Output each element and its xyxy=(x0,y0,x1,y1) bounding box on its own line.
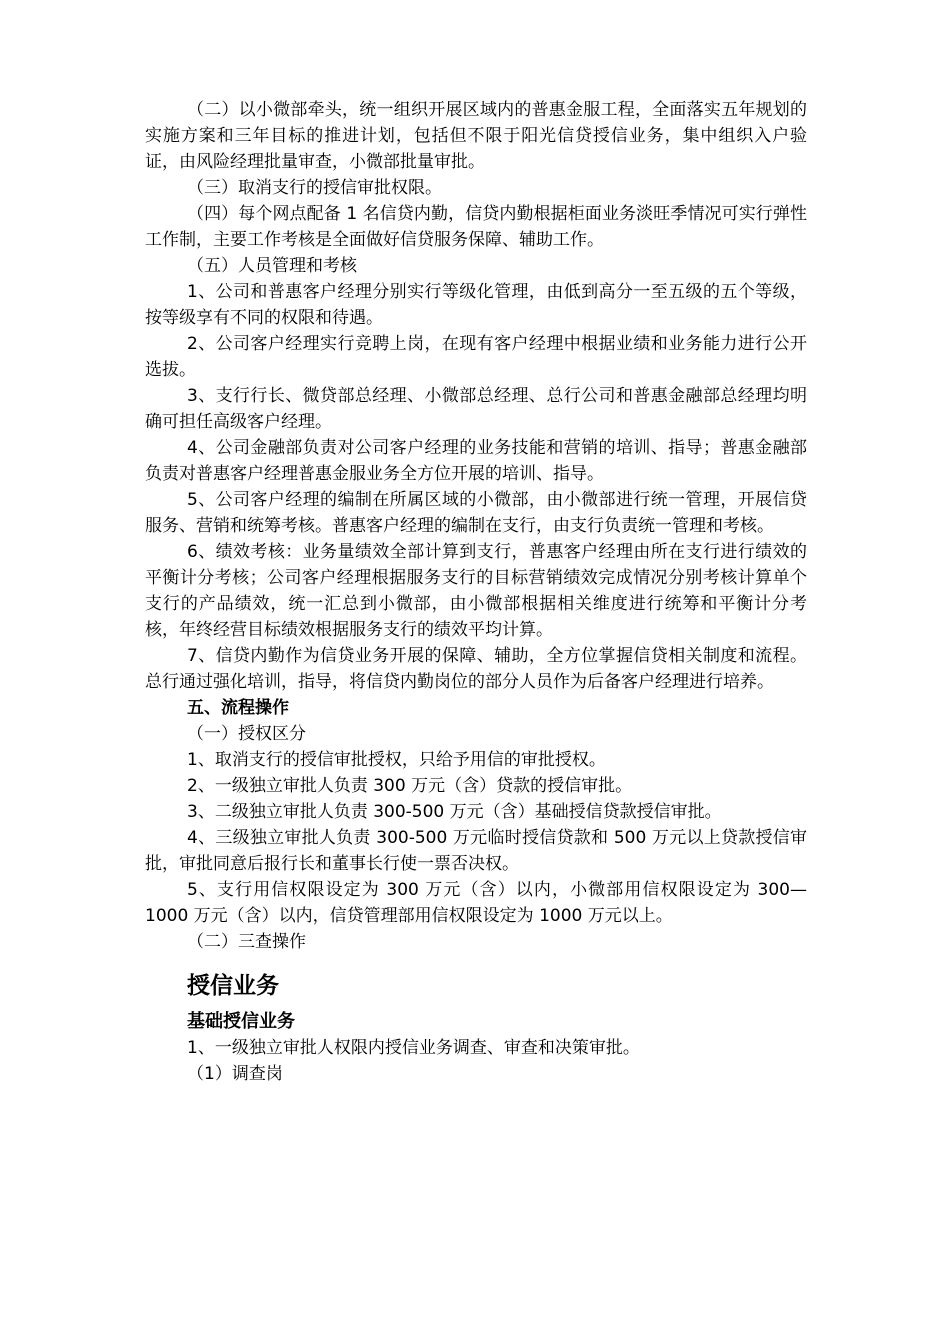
section-heading: 五、流程操作 xyxy=(187,698,289,718)
paragraph: （四）每个网点配备 1 名信贷内勤，信贷内勤根据柜面业务淡旺季情况可实行弹性工作制，主要工作考核是全面做好信贷服务保障、辅助工作。 xyxy=(145,204,807,250)
paragraph: 4、三级独立审批人负责 300-500 万元临时授信贷款和 500 万元以上贷款授信审批，审批同意后报行长和董事长行使一票否决权。 xyxy=(145,828,807,874)
paragraph: 4、公司金融部负责对公司客户经理的业务技能和营销的培训、指导；普惠金融部负责对普惠客户经理普惠金服业务全方位开展的培训、指导。 xyxy=(145,438,807,484)
paragraph: （一）授权区分 xyxy=(187,724,306,744)
paragraph: 3、支行行长、微贷部总经理、小微部总经理、总行公司和普惠金融部总经理均明确可担任高级客户经理。 xyxy=(145,386,807,432)
paragraph: （二）以小微部牵头，统一组织开展区域内的普惠金服工程，全面落实五年规划的实施方案和三年目标的推进计划，包括但不限于阳光信贷授信业务，集中组织入户验证，由风险经理批量审查，小微部批量审批。 xyxy=(145,100,807,172)
paragraph: 2、公司客户经理实行竞聘上岗，在现有客户经理中根据业绩和业务能力进行公开选拔。 xyxy=(145,334,807,380)
paragraph: 3、二级独立审批人负责 300-500 万元（含）基础授信贷款授信审批。 xyxy=(187,802,722,822)
paragraph: 1、一级独立审批人权限内授信业务调查、审查和决策审批。 xyxy=(187,1038,640,1058)
document-body xyxy=(145,97,807,1087)
paragraph: （1）调查岗 xyxy=(187,1064,283,1084)
paragraph: （五）人员管理和考核 xyxy=(187,256,357,276)
paragraph: 5、公司客户经理的编制在所属区域的小微部，由小微部进行统一管理，开展信贷服务、营销和统筹考核。普惠客户经理的编制在支行，由支行负责统一管理和考核。 xyxy=(145,490,807,536)
paragraph: 2、一级独立审批人负责 300 万元（含）贷款的授信审批。 xyxy=(187,776,633,796)
sub-heading: 基础授信业务 xyxy=(187,1011,295,1032)
paragraph: 1、公司和普惠客户经理分别实行等级化管理，由低到高分一至五级的五个等级，按等级享有不同的权限和待遇。 xyxy=(145,282,807,328)
paragraph: 5、支行用信权限设定为 300 万元（含）以内，小微部用信权限设定为 300—1000 万元（含）以内，信贷管理部用信权限设定为 1000 万元以上。 xyxy=(145,880,807,926)
large-heading: 授信业务 xyxy=(187,973,279,999)
paragraph: 6、绩效考核：业务量绩效全部计算到支行，普惠客户经理由所在支行进行绩效的平衡计分考核；公司客户经理根据服务支行的目标营销绩效完成情况分别考核计算单个支行的产品绩效，统一汇总到小微部，由小微部根据相关维度进行统筹和平衡计分考核，年终经营目标绩效根据服务支行的绩效平均计算。 xyxy=(145,542,807,640)
paragraph: 1、取消支行的授信审批授权，只给予用信的审批授权。 xyxy=(187,750,606,770)
paragraph: （二）三查操作 xyxy=(187,932,306,952)
paragraph: 7、信贷内勤作为信贷业务开展的保障、辅助，全方位掌握信贷相关制度和流程。总行通过强化培训，指导，将信贷内勤岗位的部分人员作为后备客户经理进行培养。 xyxy=(145,646,807,692)
paragraph: （三）取消支行的授信审批权限。 xyxy=(187,178,442,198)
